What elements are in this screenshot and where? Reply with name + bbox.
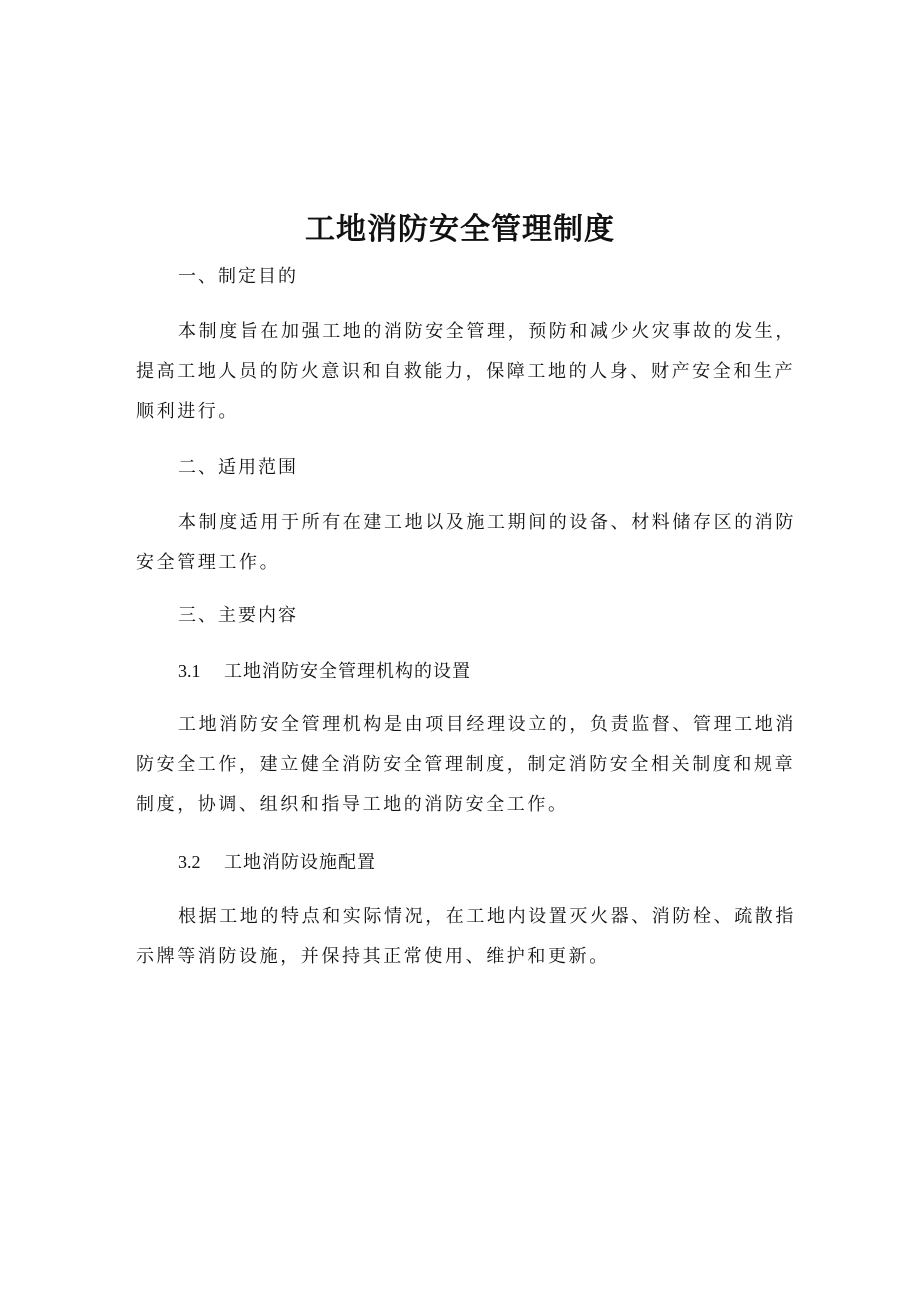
document-title: 工地消防安全管理制度 bbox=[305, 212, 615, 247]
section-body-scope: 本制度适用于所有在建工地以及施工期间的设备、材料储存区的消防安全管理工作。 bbox=[136, 512, 796, 573]
subsection-heading-3-2 bbox=[178, 847, 376, 878]
subsection-title: 工地消防设施配置 bbox=[224, 852, 376, 873]
subsection-body-3-2: 根据工地的特点和实际情况，在工地内设置灭火器、消防栓、疏散指示牌等消防设施，并保持其正常使用、维护和更新。 bbox=[136, 906, 796, 967]
subsection-number: 3.1 bbox=[178, 661, 201, 681]
section-heading-scope: 二、适用范围 bbox=[178, 457, 298, 478]
section-body-purpose: 本制度旨在加强工地的消防安全管理，预防和减少火灾事故的发生，提高工地人员的防火意识和自救能力，保障工地的人身、财产安全和生产顺利进行。 bbox=[136, 321, 796, 422]
section-heading-purpose: 一、制定目的 bbox=[178, 266, 298, 287]
subsection-heading-3-1 bbox=[178, 656, 471, 687]
section-heading-content: 三、主要内容 bbox=[178, 605, 298, 626]
subsection-body-3-1: 工地消防安全管理机构是由项目经理设立的，负责监督、管理工地消防安全工作，建立健全消防安全管理制度，制定消防安全相关制度和规章制度，协调、组织和指导工地的消防安全工作。 bbox=[136, 714, 796, 815]
subsection-title: 工地消防安全管理机构的设置 bbox=[224, 661, 471, 682]
subsection-number: 3.2 bbox=[178, 852, 201, 872]
